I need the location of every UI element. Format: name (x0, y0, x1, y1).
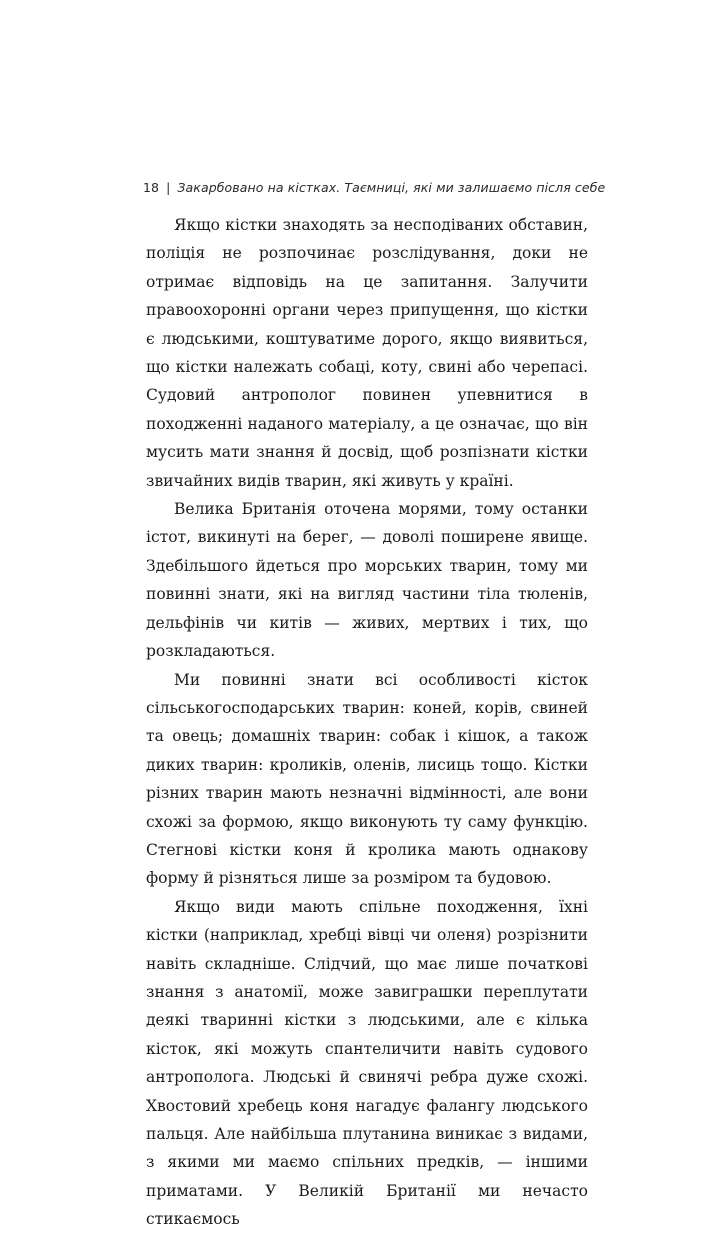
paragraph-3: Ми повинні знати всі особливості кісток сільськогосподарських тварин: коней, корів, свиней та овець; домашніх тварин: собак і кішок, а також диких тварин: кроликів, оленів, лисиць тощо. Кістки різних тварин мають незначні відмінності, але вони схожі за формою, якщо виконують ту саму функцію. Стегнові кістки коня й кролика мають однакову форму й різняться лише за розміром та будовою. (146, 670, 588, 888)
page-number: 18 (143, 180, 160, 195)
paragraph-4: Якщо види мають спільне походження, їхні кістки (наприклад, хребці вівці чи оленя) розрізнити навіть складніше. Слідчий, що має лише початкові знання з анатомії, може завиграшки переплутати деякі тваринні кістки з людськими, але є кілька кісток, які можуть спантеличити навіть судового антрополога. Людські й свинячі ребра дуже схожі. Хвостовий хребець коня нагадує фалангу людського пальця. Але найбільша плутанина виникає з видами, з якими ми маємо спільних предків, — іншими приматами. У Великій Британії ми нечасто стикаємось (146, 897, 588, 1229)
body-text (146, 211, 588, 1234)
header-separator: | (166, 180, 171, 195)
running-header (143, 180, 606, 195)
paragraph-1: Якщо кістки знаходять за несподіваних обставин, поліція не розпочинає розслідування, доки не отримає відповідь на це запитання. Залучити правоохоронні органи через припущення, що кістки є людськими, коштуватиме дорого, якщо виявиться, що кістки належать собаці, коту, свині або черепасі. Судовий антрополог повинен упевнитися в походженні наданого матеріалу, а це означає, що він мусить мати знання й досвід, щоб розпізнати кістки звичайних видів тварин, які живуть у країні. (146, 216, 588, 490)
book-title: Закарбовано на кістках. Таємниці, які ми залишаємо після себе (177, 180, 606, 195)
paragraph-2: Велика Британія оточена морями, тому останки істот, викинуті на берег, — доволі поширене явище. Здебільшого йдеться про морських тварин, тому ми повинні знати, які на вигляд частини тіла тюленів, дельфінів чи китів — живих, мертвих і тих, що розкладаються. (146, 500, 588, 661)
